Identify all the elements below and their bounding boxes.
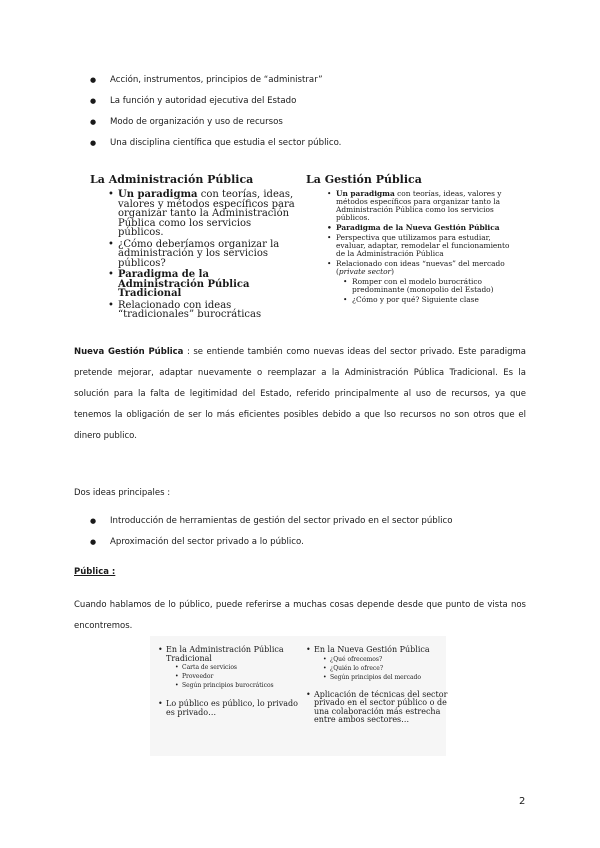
ideas-heading: Dos ideas principales : [74, 488, 171, 498]
list-item: • En la Nueva Gestión Pública [306, 646, 448, 655]
section-heading: Pública : [74, 567, 116, 577]
list-item: ● La función y autoridad ejecutiva del Estado [90, 95, 341, 116]
list-item: • En la Administración Pública Tradicional [158, 646, 300, 663]
list-item: • ¿Qué ofrecemos? [306, 655, 448, 664]
list-item: • Lo público es público, lo privado es privado… [158, 700, 300, 717]
list-item: ● Modo de organización y uso de recursos [90, 116, 341, 137]
administracion-column [90, 173, 295, 322]
publico-figure [150, 636, 446, 756]
list-item: • Un paradigma con teorías, ideas, valores y métodos específicos para organizar tanto la Administración Pública como los servicios públicos. [306, 190, 511, 222]
list-item: • Paradigma de la Administración Pública Tradicional [90, 270, 295, 299]
tradicional-column [158, 646, 300, 717]
list-item: • ¿Cómo y por qué? Siguiente clase [306, 296, 511, 304]
list-item: ● Aproximación del sector privado a lo público. [90, 536, 453, 557]
list-item: • Un paradigma con teorías, ideas, valores y métodos específicos para organizar tanto la Administración Pública como los servicios públicos. [90, 190, 295, 238]
list-item: • Según principios burocráticos [158, 681, 300, 690]
column-title: La Administración Pública [90, 173, 254, 186]
list-item: • Según principios del mercado [306, 673, 448, 682]
page-number: 2 [519, 796, 526, 807]
list-item: • Paradigma de la Nueva Gestión Pública [306, 224, 511, 232]
list-item: • Perspectiva que utilizamos para estudiar, evaluar, adaptar, remodelar el funcionamiento de la Administración Pública [306, 234, 511, 258]
ngp-paragraph: Nueva Gestión Pública : se entiende también como nuevas ideas del sector privado. Este paradigma pretende mejorar, adaptar nuevamente o reemplazar a la Administración Pública Tradicional. Es la solución para la falta de legitimidad del Estado, referido principalmente al uso de recursos, ya que tenemos la obligación de ser lo más eficientes posibles debido a que lso recursos no son otros que el dinero publico. [74, 347, 526, 441]
list-item: • Romper con el modelo burocrático predominante (monopolio del Estado) [306, 278, 511, 294]
gestion-column [306, 173, 511, 306]
list-item: • Relacionado con ideas “nuevas” del mercado (private sector) [306, 260, 511, 276]
list-item: • Proveedor [158, 672, 300, 681]
list-item: ● Una disciplina científica que estudia el sector público. [90, 137, 341, 158]
publica-paragraph: Cuando hablamos de lo público, puede referirse a muchas cosas depende desde que punto de vista nos encontremos. [74, 600, 526, 631]
list-item: • Relacionado con ideas “tradicionales” burocráticas [90, 301, 295, 320]
definition-list [90, 74, 341, 158]
nueva-gestion-column [306, 646, 448, 725]
list-item: ● Acción, instrumentos, principios de “administrar” [90, 74, 341, 95]
list-item: • Carta de servicios [158, 663, 300, 672]
list-item: • Aplicación de técnicas del sector privado en el sector público o de una colaboración más estrecha entre ambos sectores… [306, 691, 448, 725]
comparison-figure [88, 173, 508, 349]
column-title: La Gestión Pública [306, 173, 422, 186]
list-item: ● Introducción de herramientas de gestión del sector privado en el sector público [90, 515, 453, 536]
list-item: • ¿Quién lo ofrece? [306, 664, 448, 673]
list-item: • ¿Cómo deberíamos organizar la administración y los servicios públicos? [90, 240, 295, 269]
ideas-list [90, 515, 453, 557]
